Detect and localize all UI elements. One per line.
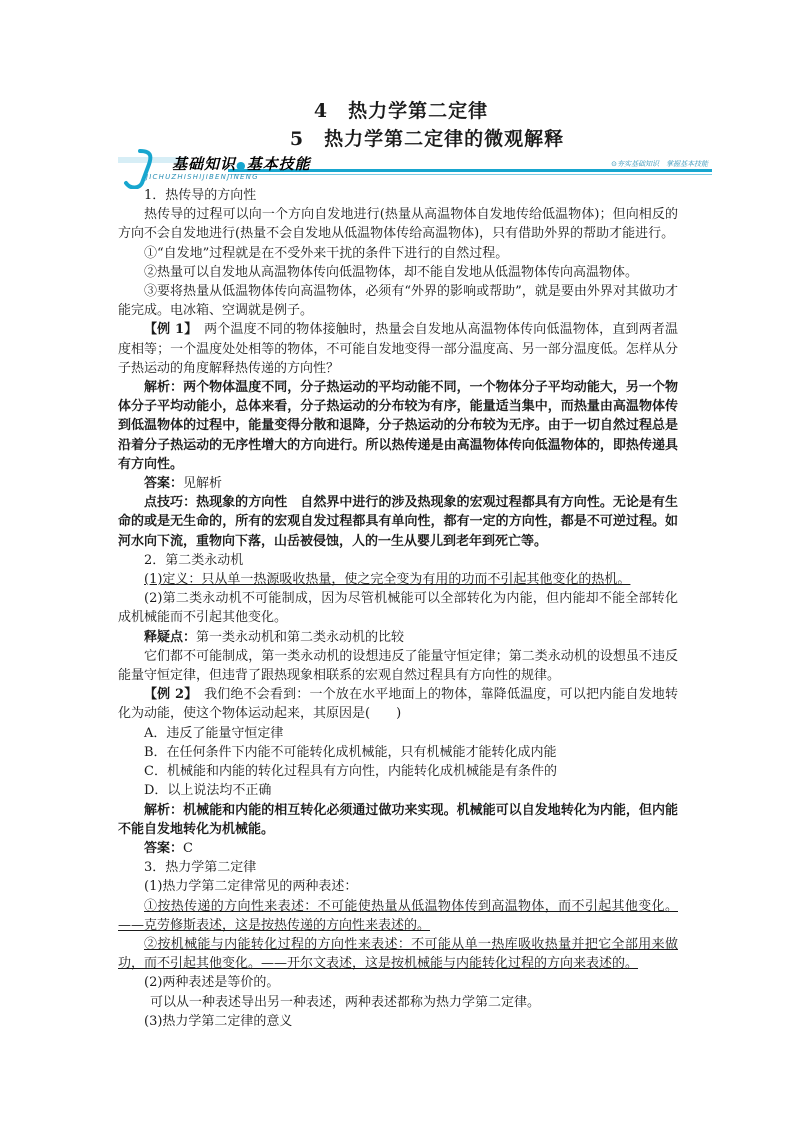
- explanation-1: [118, 378, 678, 474]
- tip-label: 点技巧：: [144, 495, 197, 511]
- tip-1: [118, 493, 678, 551]
- paragraph: ②热量可以自发地从高温物体传向低温物体，却不能自发地从低温物体传向高温物体。: [144, 264, 639, 280]
- title-block: [0, 97, 794, 153]
- example-label: 【例 1】: [144, 322, 191, 338]
- option-c: C．机械能和内能的转化过程具有方向性，内能转化成机械能是有条件的: [144, 764, 557, 780]
- example-text: 我们绝不会看到：一个放在水平地面上的物体，靠降低温度，可以把内能自发地转化为动能，使这个物体运动起来，其原因是( ): [118, 687, 678, 722]
- paragraph: 可以从一种表述导出另一种表述，两种表述都称为热力学第二定律。: [150, 994, 541, 1010]
- answer-text: C: [183, 840, 193, 856]
- explanation-text: 两个物体温度不同，分子热运动的平均动能不同，一个物体分子平均动能大，另一个物体分子平均动能小，总体来看，分子热运动的分布较为有序，能量适当集中，而热量由高温物体传到低温物体的过程中，能量变得分散和退降，分子热运动的分布较为无序。由于一切自然过程总是沿着分子热运动的无序性增大的方向进行。所以热传递是由高温物体传向低温物体的，即热传递具有方向性。: [118, 380, 678, 472]
- explanation-text: 机械能和内能的相互转化必须通过做功来实现。机械能可以自发地转化为内能，但内能不能自发地转化为机械能。: [118, 802, 678, 837]
- paragraph: (3)热力学第二定律的意义: [144, 1013, 293, 1029]
- paragraph: ②按机械能与内能转化过程的方向性来表述：不可能从单一热库吸收热量并把它全部用来做功，而不引起其他变化。——开尔文表述，这是按机械能与内能转化过程的方向来表述的。: [118, 936, 678, 972]
- paragraph: (2)第二类永动机不可能制成，因为尽管机械能可以全部转化为内能，但内能却不能全部转化成机械能而不引起其他变化。: [118, 591, 678, 626]
- banner-motto: ⊙夯实基础知识 掌握基本技能: [611, 160, 708, 168]
- answer-label: 答案：: [144, 840, 184, 856]
- answer-text: 见解析: [183, 476, 223, 492]
- heading-1: 1．热传导的方向性: [144, 188, 257, 203]
- explanation-2: [118, 801, 678, 839]
- paragraph: (1)定义：只从单一热源吸收热量，使之完全变为有用的功而不引起其他变化的热机。: [144, 572, 631, 588]
- paragraph: ①按热传递的方向性来表述：不可能使热量从低温物体传到高温物体，而不引起其他变化。——克劳修斯表述，这是按热传递的方向性来表述的。: [118, 898, 678, 933]
- option-b: B．在任何条件下内能不可能转化成机械能，只有机械能才能转化成内能: [144, 744, 557, 760]
- explanation-label: 解析：: [144, 380, 184, 396]
- paragraph: ①“自发地”过程就是在不受外来干扰的条件下进行的自然过程。: [144, 245, 509, 261]
- banner-pinyin: JICHUZHISHIJIBENJINENG: [146, 173, 259, 181]
- paragraph: 热传导的过程可以向一个方向自发地进行(热量从高温物体自发地传给低温物体)；但向相反的方向不会自发地进行(热量不会自发地从低温物体传给高温物体)，只有借助外界的帮助才能进行。: [118, 207, 678, 242]
- heading-3: 3．热力学第二定律: [144, 860, 257, 876]
- title-line-1: 4 热力学第二定律: [313, 100, 489, 122]
- title-line-2: 5 热力学第二定律的微观解释: [289, 128, 565, 150]
- clarify-1: [118, 628, 678, 647]
- tip-text: 热现象的方向性 自然界中进行的涉及热现象的宏观过程都具有方向性。无论是有生命的或是无生命的，所有的宏观自发过程都具有单向性，都有一定的方向性，都是不可逆过程。如河水向下流，重物向下落，山岳被侵蚀，人的一生从婴儿到老年到死亡等。: [118, 495, 678, 549]
- paragraph: (2)两种表述是等价的。: [144, 975, 280, 991]
- paragraph: 它们都不可能制成，第一类永动机的设想违反了能量守恒定律；第二类永动机的设想虽不违反能量守恒定律，但违背了跟热现象相联系的宏观自然过程具有方向性的规律。: [118, 648, 678, 684]
- banner-label: 基础知识●基本技能: [172, 155, 311, 173]
- example-1: [118, 320, 678, 378]
- section-banner: [118, 149, 712, 189]
- answer-label: 答案：: [144, 476, 184, 492]
- option-a: A．违反了能量守恒定律: [144, 725, 284, 741]
- example-2: [118, 685, 678, 723]
- clarify-title: 第一类永动机和第二类永动机的比较: [196, 629, 405, 645]
- heading-2: 2．第二类永动机: [144, 552, 244, 568]
- option-d: D．以上说法均不正确: [144, 783, 272, 799]
- paragraph: ③要将热量从低温物体传向高温物体，必须有“外界的影响或帮助”，就是要由外界对其做功才能完成。电冰箱、空调就是例子。: [118, 284, 678, 319]
- clarify-label: 释疑点：: [144, 629, 197, 645]
- example-text: 两个温度不同的物体接触时，热量会自发地从高温物体传向低温物体，直到两者温度相等；一个温度处处相等的物体，不可能自发地变得一部分温度高、另一部分温度低。怎样从分子热运动的角度解释热传递的方向性？: [118, 322, 678, 376]
- answer-2: [118, 839, 678, 858]
- paragraph: (1)热力学第二定律常见的两种表述：: [144, 879, 358, 895]
- answer-1: [118, 474, 678, 493]
- content-body: [118, 186, 678, 1031]
- example-label: 【例 2】: [144, 687, 191, 703]
- explanation-label: 解析：: [144, 802, 184, 818]
